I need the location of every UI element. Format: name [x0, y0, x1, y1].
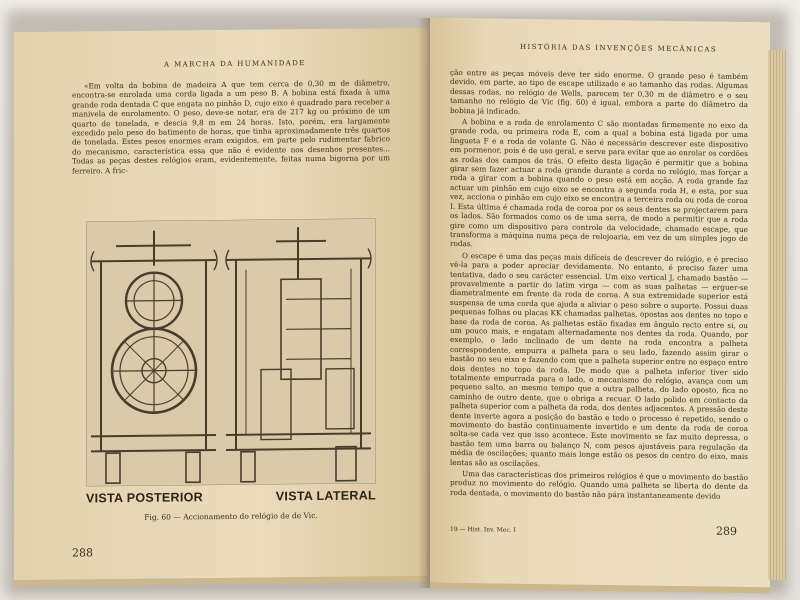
right-paragraph: O escape é uma das peças mais difíceis de descrever do relógio, e é preciso vê-la para a poder apreciar devidamente. No entanto, é preciso fazer uma tentativa, dado o seu carácter essencial. Um eixo vertical J, chamado bastão — provavelmente a partir do latim virga — com as suas palhetas — erguer-se diametralmente em frente da roda de coroa. A sua extremidade superior está suspensa de uma corda que ajuda a aliviar o peso sobre o suporte. Possui duas pequenas folhas ou placas KK chamadas palhetas, opostas aos dentes no topo e base da roda de coroa. As palhetas estão fixadas em ângulo recto entre si, ou um pouco mais, e engatam alternadamente nos dentes da roda. Quando, por exemplo, o lado inclinado de um dente na roda encontra a palheta correspondente, empurra a palheta para o seu lado, fazendo assim girar o bastão no seu eixo e fazendo com que a palheta superior entre no espaço entre dois dentes no topo da roda. De modo que a palheta inferior tiver sido totalmente empurrada para o lado, o mecanismo do relógio, avança com um pequeno salto, ao mesmo tempo que a outra palheta, do lado oposto, fica no caminho de outro dente, que o obriga a recuar. O lado polido em contacto da palheta superior com a palheta da roda, dos dentes adjacentes. A pressão deste dente inverte agora a posição do bastão e todo o processo é repetido, sendo o movimento do bastão continuamente invertido e um dente da roda de coroa solta-se cada vez que isso acontece. Este movimento se faz muito depressa, o bastão tem uma barra ou balanço N, com pesos ajustáveis para regulação da média de oscilações; quanto mais longe estão os pesos do centro do eixo, mais lentas são as oscilações.: [450, 250, 748, 468]
left-text-block: [72, 78, 390, 221]
figure-label-lateral: VISTA LATERAL: [275, 488, 376, 504]
right-running-head: HISTÓRIA DAS INVENÇÕES MECÂNICAS: [520, 42, 718, 54]
left-page-number: 288: [72, 546, 93, 560]
left-running-head: A MARCHA DA HUMANIDADE: [164, 59, 306, 69]
right-paragraph: A bobina e a roda de enrolamento C são montadas firmemente no eixo da grande roda, ou primeira roda E, com a qual a bobina está ligada por uma lingueta F e a roda de volante G. Não é necessário descrever este dispositivo em pormenor, pois é de uso geral, e serve para evitar que ao enrolar os cordões as rodas dos campos de trás. O efeito desta ligação é permitir que a bobina girar sem fazer actuar a roda grande durante a corda no relógio, mas forçar a roda a girar com a bobina quando o peso está em acção. A roda grande faz actuar um pinhão em cujo eixo se encontra a segunda roda H, e esta, por sua vez, acciona o pinhão em cujo eixo se encontra a terceira roda ou roda de coroa I. Esta última é chamada roda de coroa por os seus dentes se projectarem para os lados. São formados como os de uma serra, de modo a permitir que a roda gire como um dispositivo para controle da velocidade, chamado escape, que transforma a máquina numa peça de relojoaria, em vez de um simples jogo de rodas.: [450, 117, 748, 249]
figure-view-labels: [86, 488, 376, 505]
figure-label-posterior: VISTA POSTERIOR: [86, 490, 204, 506]
figure-caption: Fig. 60 — Accionamento do relógio de de Vic.: [144, 510, 318, 522]
right-paragraph: Uma das características dos primeiros relógios é que o movimento do bastão produz no movimento do relógio. Quando uma palheta se liberta do dente da roda dentada, o movimento do bastão não pára instantaneamente devido: [450, 469, 748, 501]
right-paragraph: ção entre as peças móveis deve ter sido enorme. O grande peso é também devido, em parte, ao tipo de escape utilizado e ao tamanho das rodas. Algumas dessas rodas, no relógio de Wells, parecem ter 0,30 m de diâmetro e o seu tamanho no relógio de Vic (fig. 60) é igual, embora a parte do diâmetro da bobina já indicado.: [450, 67, 748, 116]
page-edges: [768, 50, 786, 581]
left-paragraph: «Em volta da bobina de madeira A que tem cerca de 0,30 m de diâmetro, encontra-se enrolada uma corda ligada a um peso B. A bobina está fixada à uma grande roda dentada C que engata no pinhão D, cujo eixo é quadrado para receber a manivela de enrolamento. O peso, deve-se notar, era de 217 kg ou próximo de um quarto de tonelada, e descia 9,8 m em 24 horas. Isto, porém, era largamente excedido pelo peso do batimento de horas, que tinha aproximadamente três quartos de tonelada. Estes pesos enormes eram exigidos, em parte pelo rudimentar fabrico do mecanismo, característica essa que não é evidente nos desenhos presentes... Todas as peças destes relógios eram, evidentemente, feitas numa bigorna por um ferreiro. A fric-: [72, 78, 390, 176]
clock-engraving: [86, 218, 376, 486]
right-footnote: 19 — Hist. Inv. Mec. I: [450, 525, 516, 534]
right-text-block: [450, 68, 748, 538]
clock-figure: [86, 218, 376, 526]
right-page-number: 289: [716, 524, 737, 538]
right-page: [430, 18, 770, 594]
left-page: [14, 28, 427, 586]
